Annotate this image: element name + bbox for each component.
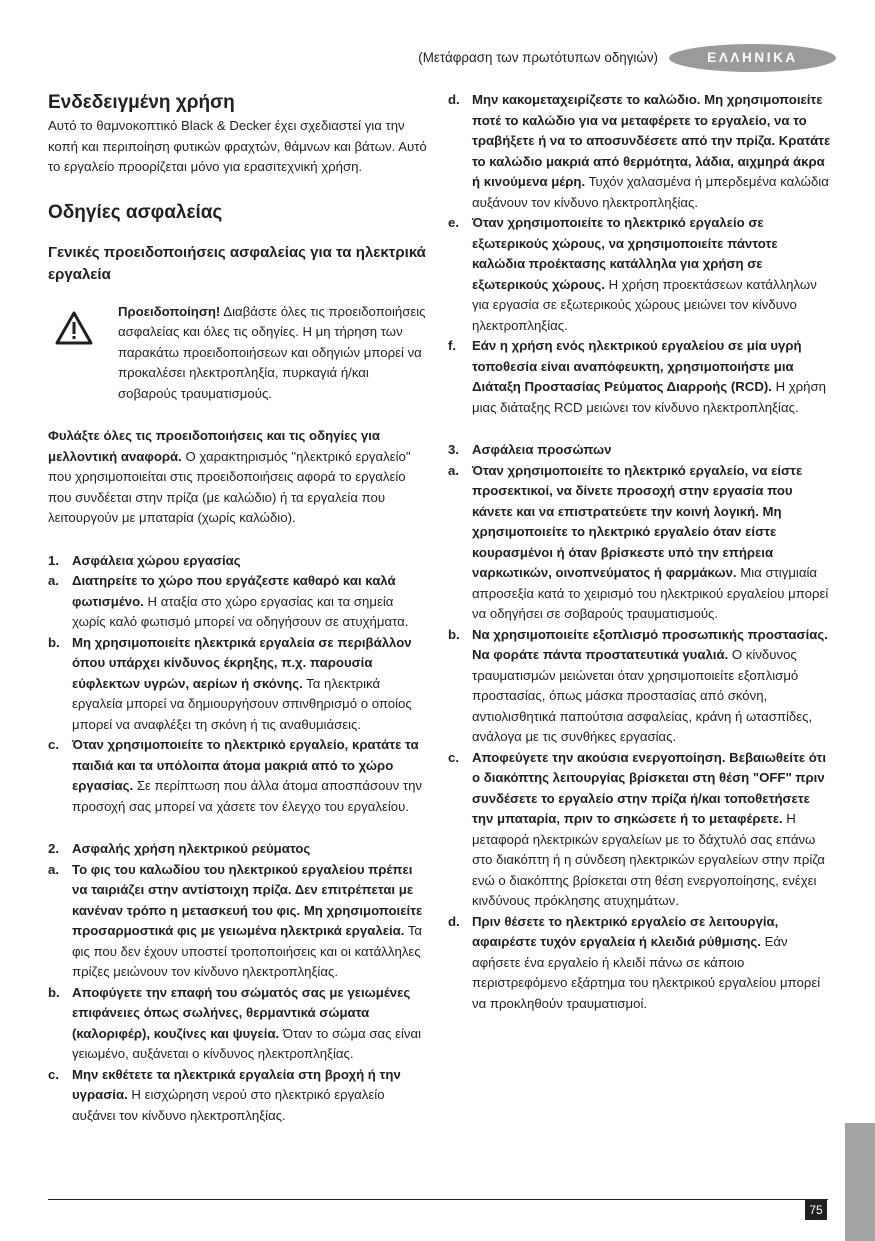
item-bold: Διατηρείτε το χώρο που εργάζεστε καθαρό και καλά φωτισμένο. [72,573,396,609]
list-item [48,1065,428,1127]
item-text: Η εισχώρηση νερού στο ηλεκτρικό εργαλείο αυξάνει τον κίνδυνο ηλεκτροπληξίας. [72,1087,385,1123]
item-bold: Όταν χρησιμοποιείτε το ηλεκτρικό εργαλείο σε εξωτερικούς χώρους, να χρησιμοποιείτε πάντοτε καλώδια προέκτασης κατάλληλα για χρήση σε εξωτερικούς χώρους. [472,215,778,292]
item-bold: Αποφύγετε την επαφή του σώματός σας με γειωμένες επιφάνειες όπως σωλήνες, θερμαντικά σώματα (καλοριφέρ), κουζίνες και ψυγεία. [72,984,411,1041]
left-column [48,90,428,1126]
item-label: a. [48,861,59,877]
section-title-text: Ασφάλεια χώρου εργασίας [72,552,241,568]
item-label: c. [48,737,59,752]
section-number: 1. [48,552,59,568]
item-text: Η χρήση μιας διάταξης RCD μειώνει τον κίνδυνο ηλεκτροπληξίας. [472,379,826,415]
item-label: b. [48,984,60,1000]
item-text: Τα φις που δεν έχουν υποστεί τροποποιήσεις και οι κατάλληλες πρίζες μειώνουν τον κίνδυνο ηλεκτροπληξίας. [72,923,423,979]
item-bold: Αποφεύγετε την ακούσια ενεργοποίηση. Βεβαιωθείτε ότι ο διακόπτης λειτουργίας βρίσκεται στη θέση "OFF" πριν συνδέσετε το εργαλείο στην πρίζα ή/και τοποθετήσετε την μπαταρία, πριν το σηκώσετε ή το μεταφέρετε. [472,749,827,826]
list-item [448,336,833,418]
section-title-text: Ασφαλής χρήση ηλεκτρικού ρεύματος [72,841,311,856]
item-bold: Μη χρησιμοποιείτε ηλεκτρικά εργαλεία σε περιβάλλον όπου υπάρχει κίνδυνος έκρηξης, π.χ. παρουσία εύφλεκτων υγρών, αερίων ή σκόνης. [72,634,412,691]
item-label: c. [448,749,459,765]
item-label: d. [448,92,460,107]
section-number: 2. [48,841,59,856]
list-item [48,735,428,817]
item-text: Η χρήση προεκτάσεων κατάλληλων για εργασία σε εξωτερικούς χώρους μειώνει τον κίνδυνο ηλεκτροπληξίας. [472,276,817,333]
item-label: a. [48,573,59,588]
item-bold: Το φις του καλωδίου του ηλεκτρικού εργαλείου πρέπει να ταιριάζει στην αντίστοιχη πρίζα. Δεν επιτρέπεται με κανέναν τρόπο η μετασκευή του φις. Μη χρησιμοποιείτε προσαρμοστικά φις με γειωμένα ηλεκτρικά εργαλεία. [72,861,423,938]
intended-use-title: Ενδεδειγμένη χρήση [48,92,235,113]
item-text: Η μεταφορά ηλεκτρικών εργαλείων με το δάχτυλό σας επάνω στο διακόπτη ή η σύνδεση ηλεκτρικών εργαλείων στην πρίζα ενώ ο διακόπτης βρίσκεται στη θέση ενεργοποίησης, ενέχει κινδύνους πρόκλησης ατυχημάτων. [472,811,825,908]
section-2-title [48,839,428,860]
keep-instructions-bold: Φυλάξτε όλες τις προειδοποιήσεις και τις οδηγίες για μελλοντική αναφορά. [48,428,381,464]
intended-use-text: Αυτό το θαμνοκοπτικό Black & Decker έχει σχεδιαστεί για την κοπή και περιποίηση φυτικών φραχτών, θάμνων και βάτων. Αυτό το εργαλείο προορίζεται μόνο για ερασιτεχνική χρήση. [48,118,427,174]
keep-instructions-text: Ο χαρακτηρισμός "ηλεκτρικό εργαλείο" που χρησιμοποιείται στις προειδοποιήσεις αφορά το εργαλείο που συνδέεται στην πρίζα (με καλώδιο) ή τα εργαλεία που λειτουργούν με μπαταρία (χωρίς καλώδιο). [48,448,411,525]
list-item [448,912,833,1015]
item-text: Εάν αφήσετε ένα εργαλείο ή κλειδί πάνω σε κάποιο περιστρεφόμενο εξάρτημα του ηλεκτρικού εργαλείου μπορεί να προκληθούν τραυματισμοί. [472,934,821,1011]
right-column [448,90,833,1014]
item-label: a. [448,462,459,478]
section-title-text: Ασφάλεια προσώπων [472,442,612,457]
item-label: f. [448,338,457,353]
list-item [48,983,428,1065]
page-number: 75 [805,1200,827,1220]
item-label: b. [448,626,460,642]
warning-body: Διαβάστε όλες τις προειδοποιήσεις ασφαλείας και όλες τις οδηγίες. Η μη τήρηση των παρακάτω προειδοποιήσεων και οδηγιών μπορεί να προκαλέσει ηλεκτροπληξία, πυρκαγιά ή/και σοβαρούς τραυματισμούς. [118,303,426,401]
item-label: e. [448,215,459,230]
language-tab: ΕΛΛΗΝΙΚΑ [669,44,836,72]
list-item [448,748,833,912]
item-text: Η αταξία στο χώρο εργασίας και τα σημεία χωρίς καλό φωτισμό μπορεί να οδηγήσουν σε ατυχήματα. [72,593,409,629]
section-1-title [48,551,428,572]
keep-instructions [48,426,428,529]
item-text: Μια στιγμιαία απροσεξία κατά το χειρισμό του ηλεκτρικού εργαλείου μπορεί να οδηγήσει σε σοβαρούς τραυματισμούς. [472,565,829,621]
list-item [48,860,428,983]
item-label: d. [448,913,460,929]
warning-block [48,302,428,405]
warning-triangle-icon [54,310,94,346]
item-bold: Μην εκθέτετε τα ηλεκτρικά εργαλεία στη βροχή ή την υγρασία. [72,1066,401,1102]
item-bold: Εάν η χρήση ενός ηλεκτρικού εργαλείου σε μία υγρή τοποθεσία είναι αναπόφευκτη, χρησιμοποιήστε μια Διάταξη Προστασίας Ρεύματος Διαρροής (RCD). [472,338,802,394]
footer-rule [48,1199,828,1200]
list-item [448,90,833,213]
safety-title: Οδηγίες ασφαλείας [48,201,223,223]
list-item [448,461,833,625]
section-3-title [448,440,833,461]
item-bold: Όταν χρησιμοποιείτε το ηλεκτρικό εργαλείο, κρατάτε τα παιδιά και τα υπόλοιπα άτομα μακριά από το χώρο εργασίας. [72,737,419,793]
item-text: Όταν το σώμα σας είναι γειωμένο, αυξάνεται ο κίνδυνος ηλεκτροπληξίας. [72,1025,422,1061]
list-item [448,625,833,748]
general-warnings-title: Γενικές προειδοποιήσεις ασφαλείας για τα ηλεκτρικά εργαλεία [48,243,426,283]
item-text: Σε περίπτωση που άλλα άτομα αποσπάσουν την προσοχή σας μπορεί να χάσετε τον έλεγχο του εργαλείου. [72,778,423,814]
section-number: 3. [448,442,459,457]
list-item [48,633,428,736]
item-text: Τα ηλεκτρικά εργαλεία μπορεί να δημιουργήσουν σπινθηρισμό ο οποίος μπορεί να αναφλέξει τη σκόνη ή τις αναθυμιάσεις. [72,675,412,732]
side-tab [845,1123,875,1241]
warning-label: Προειδοποίηση! [118,303,221,319]
list-item [448,213,833,336]
item-bold: Να χρησιμοποιείτε εξοπλισμό προσωπικής προστασίας. Να φοράτε πάντα προστατευτικά γυαλιά. [472,626,828,662]
item-label: b. [48,634,60,650]
list-item [48,571,428,633]
header-subtitle: (Μετάφραση των πρωτότυπων οδηγιών) [418,50,658,65]
item-text: Ο κίνδυνος τραυματισμών μειώνεται όταν χρησιμοποιείτε εξοπλισμό προστασίας, όπως μάσκα προστασίας από σκόνη, αντιολισθητικά παπούτσια ασφαλείας, κράνη ή ωτασπίδες, ανάλογα με τις συνθήκες εργασίας. [472,647,813,744]
item-text: Τυχόν χαλασμένα ή μπερδεμένα καλώδια αυξάνουν τον κίνδυνο ηλεκτροπληξίας. [472,174,829,210]
item-label: c. [48,1066,59,1082]
item-bold: Όταν χρησιμοποιείτε το ηλεκτρικό εργαλείο, να είστε προσεκτικοί, να δίνετε προσοχή στην εργασία που κάνετε και να επιστρατεύετε την κοινή λογική. Μη χρησιμοποιείτε το ηλεκτρικό εργαλείο όταν είστε κουρασμένοι ή όταν βρίσκεστε υπό την επήρεια ναρκωτικών, οινοπνεύματος ή φαρμάκων. [472,462,803,580]
warning-text [118,302,428,405]
item-bold: Πριν θέσετε το ηλεκτρικό εργαλείο σε λειτουργία, αφαιρέστε τυχόν εργαλεία ή κλειδιά ρύθμισης. [472,913,779,949]
item-bold: Μην κακομεταχειρίζεστε το καλώδιο. Μη χρησιμοποιείτε ποτέ το καλώδιο για να μεταφέρετε το εργαλείο, να το τραβήξετε ή να το αποσυνδέσετε από την πρίζα. Κρατάτε το καλώδιο μακριά από θερμότητα, λάδια, αιχμηρά άκρα ή κινούμενα μέρη. [472,92,831,189]
